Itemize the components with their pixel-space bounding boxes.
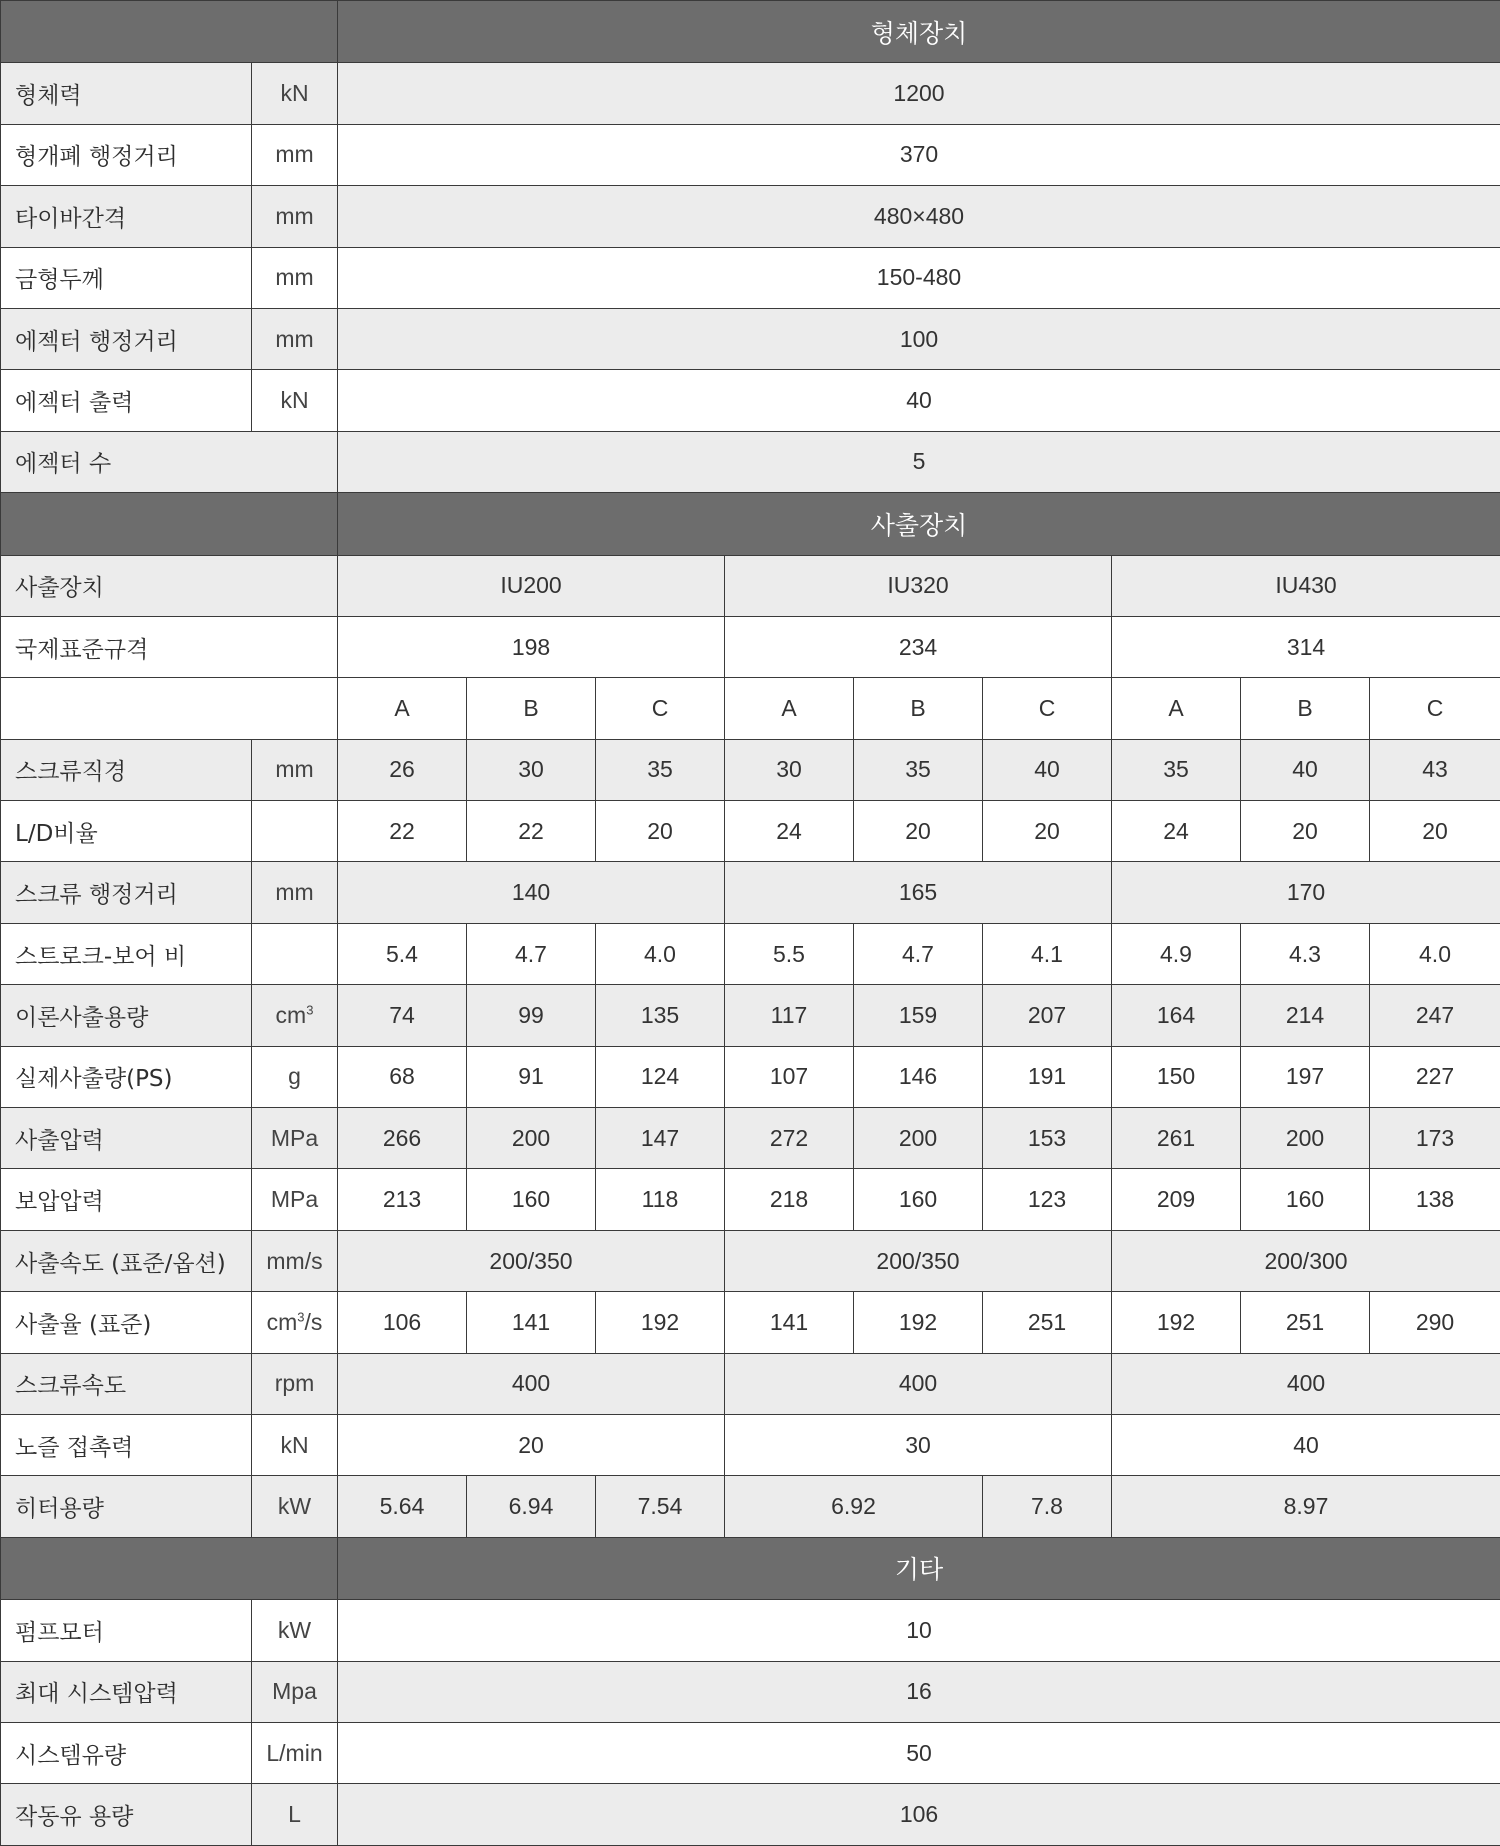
row-value: 20 [596,801,725,862]
row-value: 200 [1241,1108,1370,1169]
row-value: 35 [1112,739,1241,800]
row-value: 200/350 [338,1230,725,1291]
row-value: 138 [1370,1169,1500,1230]
section-header-injection [1,493,1500,555]
row-value: 26 [338,739,467,800]
row-label: 펌프모터 [1,1600,252,1661]
row-label: 에젝터 행정거리 [1,308,252,369]
row-unit: mm [252,308,338,369]
row-unit: mm/s [252,1230,338,1291]
row-value: 40 [1241,739,1370,800]
row-value: 200/350 [725,1230,1112,1291]
unit-base: cm [266,1308,298,1335]
variant-label: C [596,678,725,739]
variant-label: C [983,678,1112,739]
row-label: 스크류속도 [1,1353,252,1414]
row-value: 4.0 [596,923,725,984]
row-value: 251 [1241,1292,1370,1353]
injection-unit-row [1,555,1500,616]
row-unit: L [252,1784,338,1846]
row-value: 200 [467,1108,596,1169]
table-row [1,1661,1500,1722]
row-value: 91 [467,1046,596,1107]
variant-spacer [1,678,338,739]
row-unit: kN [252,370,338,431]
row-value: 22 [467,801,596,862]
row-value: 124 [596,1046,725,1107]
row-value: 141 [467,1292,596,1353]
row-unit: mm [252,247,338,308]
variant-label: A [725,678,854,739]
row-value: 4.7 [467,923,596,984]
table-row [1,1600,1500,1661]
table-row [1,862,1500,923]
variant-label: B [854,678,983,739]
table-row [1,1353,1500,1414]
model-iu430: IU430 [1112,555,1500,616]
row-label: 실제사출량(PS) [1,1046,252,1107]
unit-tail: /s [304,1308,323,1335]
row-label: 히터용량 [1,1476,252,1537]
row-value: 207 [983,985,1112,1046]
model-iu320: IU320 [725,555,1112,616]
row-value: 146 [854,1046,983,1107]
row-value: 43 [1370,739,1500,800]
row-value: 261 [1112,1108,1241,1169]
row-value: 68 [338,1046,467,1107]
row-value: 20 [338,1414,725,1475]
row-value: 192 [1112,1292,1241,1353]
row-unit: mm [252,862,338,923]
row-value: 1200 [338,63,1500,124]
row-value: 266 [338,1108,467,1169]
row-value: 20 [983,801,1112,862]
section-title: 사출장치 [338,493,1500,555]
row-unit: MPa [252,1108,338,1169]
row-label: L/D비율 [1,801,252,862]
row-label: 보압압력 [1,1169,252,1230]
row-value: 370 [338,124,1500,185]
row-unit: mm [252,124,338,185]
row-label: 사출압력 [1,1108,252,1169]
row-value: 7.54 [596,1476,725,1537]
row-value: 140 [338,862,725,923]
row-unit: kW [252,1476,338,1537]
row-label: 형체력 [1,63,252,124]
row-value: 314 [1112,616,1500,677]
row-value: 20 [1370,801,1500,862]
row-label: 에젝터 수 [1,431,338,492]
table-row [1,985,1500,1046]
table-row [1,1722,1500,1783]
row-value: 135 [596,985,725,1046]
row-value: 214 [1241,985,1370,1046]
table-row [1,1784,1500,1846]
table-row [1,370,1500,431]
row-unit: L/min [252,1722,338,1783]
row-value: 24 [725,801,854,862]
model-iu200: IU200 [338,555,725,616]
row-value: 147 [596,1108,725,1169]
row-value: 173 [1370,1108,1500,1169]
row-value: 10 [338,1600,1500,1661]
row-value: 20 [1241,801,1370,862]
row-label: 금형두께 [1,247,252,308]
row-value: 4.9 [1112,923,1241,984]
header-spacer [1,493,338,555]
row-value: 198 [338,616,725,677]
table-row [1,1230,1500,1291]
row-value: 234 [725,616,1112,677]
row-value: 6.94 [467,1476,596,1537]
row-value: 4.0 [1370,923,1500,984]
row-value: 123 [983,1169,1112,1230]
row-unit: rpm [252,1353,338,1414]
row-value: 5.5 [725,923,854,984]
row-value: 22 [338,801,467,862]
row-value: 50 [338,1722,1500,1783]
row-label: 사출장치 [1,555,338,616]
row-value: 200/300 [1112,1230,1500,1291]
variant-label: A [1112,678,1241,739]
row-value: 118 [596,1169,725,1230]
row-value: 5.64 [338,1476,467,1537]
row-unit [252,923,338,984]
table-row [1,63,1500,124]
row-value: 99 [467,985,596,1046]
row-value: 30 [725,1414,1112,1475]
row-unit: kN [252,1414,338,1475]
row-unit: mm [252,739,338,800]
row-label: 스크류 행정거리 [1,862,252,923]
row-value: 153 [983,1108,1112,1169]
row-value: 191 [983,1046,1112,1107]
row-value: 35 [854,739,983,800]
row-unit: kW [252,1600,338,1661]
unit-superscript: 3 [306,1002,314,1018]
variant-label: C [1370,678,1500,739]
row-value: 40 [338,370,1500,431]
row-unit [252,801,338,862]
table-row [1,186,1500,247]
table-row [1,247,1500,308]
row-value: 400 [1112,1353,1500,1414]
table-row [1,923,1500,984]
row-value: 40 [983,739,1112,800]
row-unit [252,985,338,1046]
row-label: 스크류직경 [1,739,252,800]
row-unit: MPa [252,1169,338,1230]
row-label: 사출속도 (표준/옵션) [1,1230,252,1291]
row-unit [252,1292,338,1353]
row-value: 30 [725,739,854,800]
row-value: 247 [1370,985,1500,1046]
table-row [1,1046,1500,1107]
section-title: 형체장치 [338,1,1500,63]
table-row [1,1414,1500,1475]
row-value: 4.3 [1241,923,1370,984]
table-row [1,801,1500,862]
row-value: 5 [338,431,1500,492]
unit-superscript: 3 [297,1309,305,1325]
section-header-other [1,1537,1500,1599]
unit-base: cm [275,1001,307,1028]
row-value: 400 [725,1353,1112,1414]
row-value: 170 [1112,862,1500,923]
row-value: 200 [854,1108,983,1169]
row-label: 노즐 접촉력 [1,1414,252,1475]
variant-row [1,678,1500,739]
row-value: 213 [338,1169,467,1230]
row-unit: g [252,1046,338,1107]
row-value: 209 [1112,1169,1241,1230]
row-value: 251 [983,1292,1112,1353]
row-value: 160 [1241,1169,1370,1230]
row-value: 192 [596,1292,725,1353]
table-row [1,308,1500,369]
row-value: 197 [1241,1046,1370,1107]
row-value: 8.97 [1112,1476,1500,1537]
row-unit: Mpa [252,1661,338,1722]
row-value: 16 [338,1661,1500,1722]
table-row [1,739,1500,800]
section-title: 기타 [338,1537,1500,1599]
row-value: 100 [338,308,1500,369]
header-spacer [1,1,338,63]
row-value: 160 [467,1169,596,1230]
row-value: 107 [725,1046,854,1107]
row-value: 272 [725,1108,854,1169]
header-spacer [1,1537,338,1599]
row-value: 4.7 [854,923,983,984]
row-label: 에젝터 출력 [1,370,252,431]
row-value: 160 [854,1169,983,1230]
row-value: 290 [1370,1292,1500,1353]
row-value: 117 [725,985,854,1046]
row-label: 시스템유량 [1,1722,252,1783]
row-value: 165 [725,862,1112,923]
row-value: 40 [1112,1414,1500,1475]
section-header-clamping [1,1,1500,63]
table-row [1,1169,1500,1230]
row-value: 24 [1112,801,1241,862]
row-value: 480×480 [338,186,1500,247]
row-label: 스트로크-보어 비 [1,923,252,984]
row-value: 74 [338,985,467,1046]
variant-label: A [338,678,467,739]
row-unit: mm [252,186,338,247]
row-value: 218 [725,1169,854,1230]
row-value: 30 [467,739,596,800]
standard-row [1,616,1500,677]
row-label: 사출율 (표준) [1,1292,252,1353]
row-value: 164 [1112,985,1241,1046]
row-label: 타이바간격 [1,186,252,247]
row-label: 형개폐 행정거리 [1,124,252,185]
row-value: 141 [725,1292,854,1353]
row-value: 4.1 [983,923,1112,984]
row-value: 227 [1370,1046,1500,1107]
row-value: 6.92 [725,1476,983,1537]
row-value: 5.4 [338,923,467,984]
row-value: 7.8 [983,1476,1112,1537]
row-value: 150 [1112,1046,1241,1107]
table-row [1,1476,1500,1537]
row-value: 20 [854,801,983,862]
row-value: 400 [338,1353,725,1414]
row-value: 150-480 [338,247,1500,308]
table-row [1,1292,1500,1353]
row-value: 159 [854,985,983,1046]
variant-label: B [1241,678,1370,739]
row-value: 35 [596,739,725,800]
row-value: 192 [854,1292,983,1353]
row-label: 국제표준규격 [1,616,338,677]
row-value: 106 [338,1784,1500,1846]
row-label: 작동유 용량 [1,1784,252,1846]
row-label: 이론사출용량 [1,985,252,1046]
row-label: 최대 시스템압력 [1,1661,252,1722]
table-row [1,1108,1500,1169]
table-row [1,124,1500,185]
variant-label: B [467,678,596,739]
table-row [1,431,1500,492]
row-unit: kN [252,63,338,124]
row-value: 106 [338,1292,467,1353]
